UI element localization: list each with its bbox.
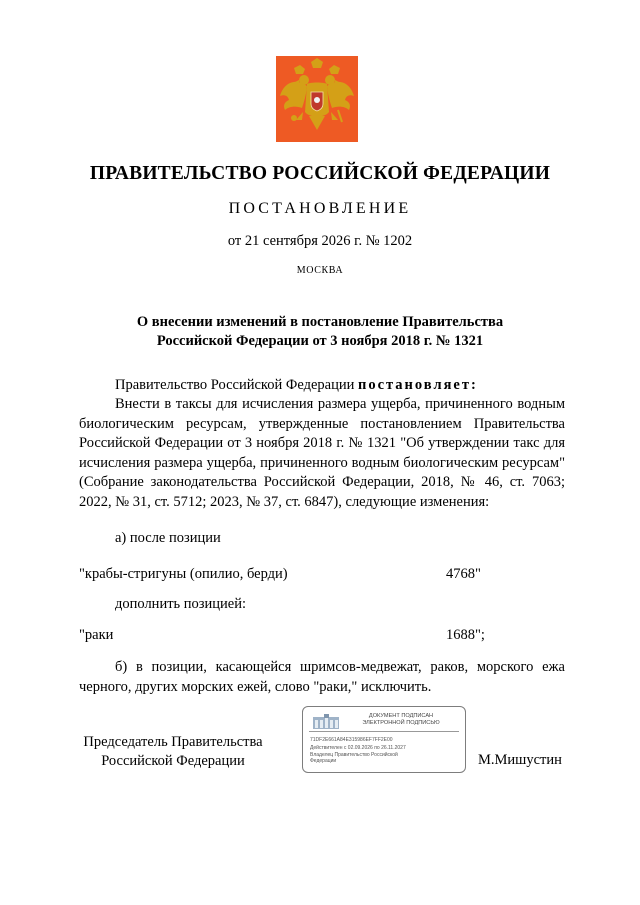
document-city: МОСКВА <box>296 265 344 276</box>
signer-title-line-2: Российской Федерации <box>101 753 245 769</box>
main-paragraph: Внести в таксы для исчисления размера ущерба, причиненного водным биологическим ресурсам, утвержденные постановлением Правительства Российской Федерации от 3 ноября 2018 г. № 1321 "Об утверждении такс для исчисления размера ущерба, причиненного водным биологическим ресурсам" (Собрание законодательства Российской Федерации, 2018, № 46, ст. 7063; 2022, № 31, ст. 5712; 2023, № 37, ст. 6847), следующие изменения: <box>79 396 565 510</box>
stamp-title-line-1: ДОКУМЕНТ ПОДПИСАН <box>368 713 434 719</box>
stamp-validity: Действителен с 02.09.2026 по 26.11.2027 <box>310 745 406 751</box>
government-building-icon <box>311 714 341 730</box>
signer-title-line-1: Председатель Правительства <box>83 734 263 750</box>
government-title: ПРАВИТЕЛЬСТВО РОССИЙСКОЙ ФЕДЕРАЦИИ <box>89 163 551 184</box>
signer-title <box>79 733 267 771</box>
add-position-text: дополнить позицией: <box>115 596 247 612</box>
position-2-name: "раки <box>79 627 114 643</box>
subject-line-1: О внесении изменений в постановление Правительства <box>136 314 504 330</box>
position-1-name: "крабы-стригуны (опилио, берди) <box>79 566 288 582</box>
signer-name: М.Мишустин <box>478 752 562 768</box>
intro-verb: постановляет: <box>357 377 478 393</box>
decree-intro <box>79 376 565 396</box>
stamp-title <box>343 713 459 727</box>
subject-line-2: Российской Федерации от 3 ноября 2018 г. № 1321 <box>156 333 484 349</box>
stamp-title-line-2: ЭЛЕКТРОННОЙ ПОДПИСЬЮ <box>362 720 440 726</box>
stamp-certificate: 71DF2E661A84E315986EF7FF2E00 <box>310 737 393 743</box>
electronic-signature-stamp <box>302 706 466 773</box>
position-1-value: 4768" <box>446 566 481 582</box>
stamp-divider <box>309 731 459 732</box>
item-a: а) после позиции <box>115 530 221 546</box>
document-type: ПОСТАНОВЛЕНИЕ <box>228 200 412 217</box>
position-row-1 <box>79 566 565 586</box>
document-date-number: от 21 сентября 2026 г. № 1202 <box>227 233 413 249</box>
position-2-value: 1688"; <box>446 627 485 643</box>
intro-prefix: Правительство Российской Федерации <box>115 377 355 393</box>
document-subject <box>0 313 640 351</box>
stamp-owner-line-1: Владелец Правительство Российской <box>310 752 398 758</box>
stamp-owner-line-2: Федерации <box>310 758 337 764</box>
item-b: б) в позиции, касающейся шримсов-медвежат, раков, морского ежа черного, других морских ежей, слово "раки," исключить. <box>79 659 565 695</box>
coat-of-arms-emblem <box>276 56 358 142</box>
position-row-2 <box>79 627 565 647</box>
